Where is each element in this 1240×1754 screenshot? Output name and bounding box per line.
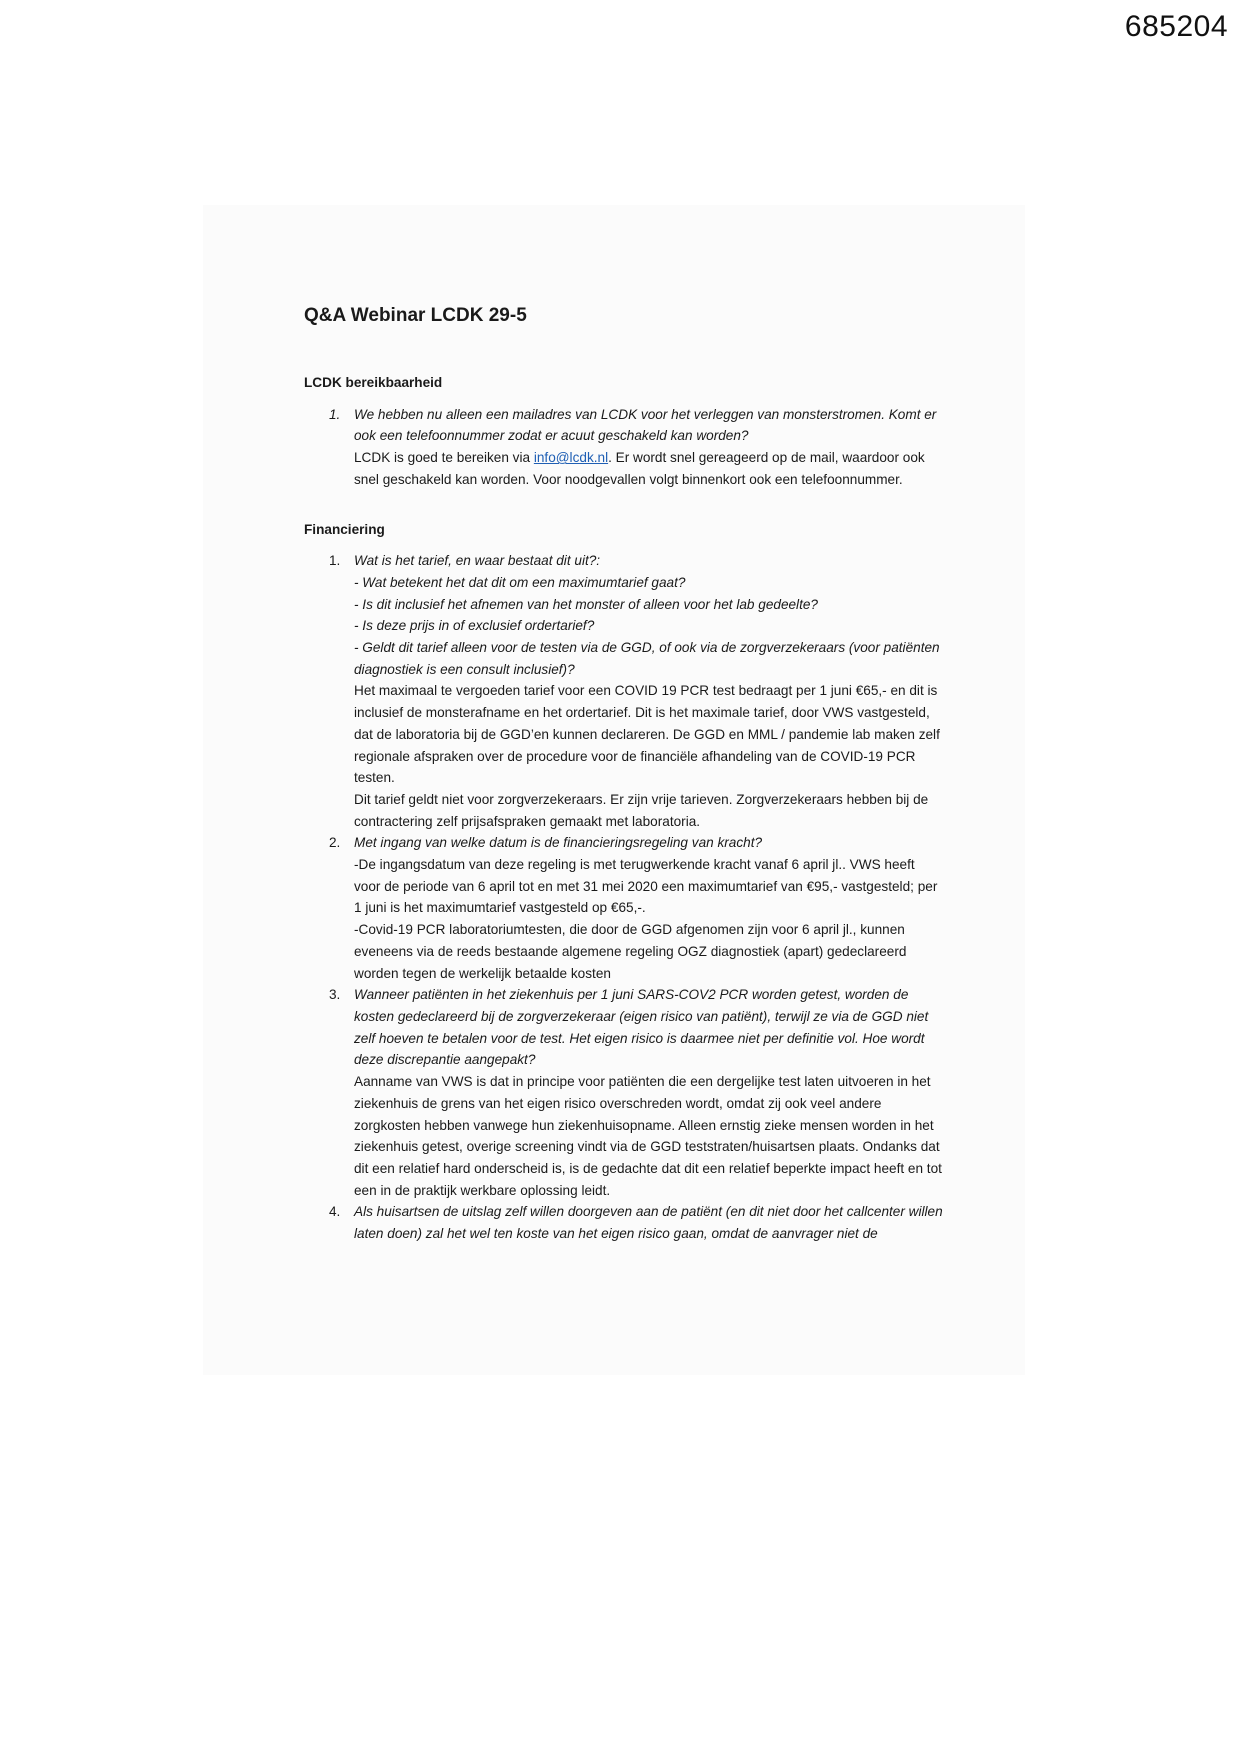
question-text: - Is deze prijs in of exclusief ordertarief? bbox=[354, 618, 595, 634]
question-text: Wanneer patiënten in het ziekenhuis per 1 juni SARS-COV2 PCR worden getest, worden de kosten gedeclareerd bij de zorgverzekeraar (eigen risico van patiënt), terwijl ze via de GGD niet zelf hoeven te betalen voor de test. Het eigen risico is daarmee niet per definitie vol. Hoe wordt deze discrepantie aangepakt? bbox=[354, 987, 929, 1068]
section-heading: Financiering bbox=[304, 521, 385, 537]
document-content bbox=[304, 300, 944, 1552]
section bbox=[304, 372, 944, 491]
answer-text: -Covid-19 PCR laboratoriumtesten, die door de GGD afgenomen zijn voor 6 april jl., kunnen eveneens via de reeds bestaande algemene regeling OGZ diagnostiek (apart) gedeclareerd worden tegen de werkelijk betaalde kosten bbox=[354, 922, 907, 981]
question-text: - Geldt dit tarief alleen voor de testen via de GGD, of ook via de zorgverzekeraars (voor patiënten diagnostiek is een consult inclusief)? bbox=[354, 640, 940, 677]
question-text: Met ingang van welke datum is de financieringsregeling van kracht? bbox=[354, 835, 763, 851]
document-body bbox=[304, 300, 944, 1552]
section bbox=[304, 519, 944, 1245]
answer-text-part: LCDK is goed te bereiken via bbox=[354, 450, 534, 466]
qa-list bbox=[304, 404, 944, 491]
qa-item bbox=[304, 550, 944, 832]
answer-text: -De ingangsdatum van deze regeling is met terugwerkende kracht vanaf 6 april jl.. VWS heeft voor de periode van 6 april tot en met 31 mei 2020 een maximumtarief van €95,- vastgesteld; per 1 juni is het maximumtarief vastgesteld op €65,-. bbox=[354, 857, 938, 916]
answer-text: Het maximaal te vergoeden tarief voor een COVID 19 PCR test bedraagt per 1 juni €65,- en dit is inclusief de monsterafname en het ordertarief. Dit is het maximale tarief, door VWS vastgesteld, dat de laboratoria bij de GGD’en kunnen declareren. De GGD en MML / pandemie lab maken zelf regionale afspraken over de procedure voor de financiële afhandeling van de COVID-19 PCR testen. bbox=[354, 683, 940, 786]
item-number: 2. bbox=[329, 835, 341, 851]
item-number: 4. bbox=[329, 1204, 341, 1220]
sections bbox=[304, 372, 944, 1245]
qa-list bbox=[304, 550, 944, 1245]
question-text: - Wat betekent het dat dit om een maximumtarief gaat? bbox=[354, 574, 686, 590]
question-text: Als huisartsen de uitslag zelf willen doorgeven aan de patiënt (en dit niet door het callcenter willen laten doen) zal het wel ten koste van het eigen risico gaan, omdat de aanvrager niet de bbox=[354, 1204, 943, 1242]
answer-text: Dit tarief geldt niet voor zorgverzekeraars. Er zijn vrije tarieven. Zorgverzekeraars hebben bij de contractering zelf prijsafspraken gemaakt met laboratoria. bbox=[354, 791, 929, 829]
question-text: Wat is het tarief, en waar bestaat dit uit?: bbox=[354, 553, 601, 569]
email-link[interactable]: info@lcdk.nl bbox=[533, 450, 609, 466]
qa-item bbox=[304, 984, 944, 1201]
page-id-number: 685204 bbox=[1124, 10, 1228, 43]
qa-item bbox=[304, 832, 944, 984]
qa-item bbox=[304, 404, 944, 491]
question-text: - Is dit inclusief het afnemen van het monster of alleen voor het lab gedeelte? bbox=[354, 596, 818, 612]
document-title: Q&A Webinar LCDK 29-5 bbox=[304, 305, 527, 326]
section-heading: LCDK bereikbaarheid bbox=[304, 375, 443, 390]
answer-text: Aanname van VWS is dat in principe voor patiënten die een dergelijke test laten uitvoeren in het ziekenhuis de grens van het eigen risico overschreden wordt, omdat zij ook veel andere zorgkosten hebben vanwege hun ziekenhuisopname. Alleen ernstig zieke mensen worden in het ziekenhuis getest, overige screening vindt via de GGD teststraten/huisartsen plaats. Ondanks dat dit een relatief hard onderscheid is, is de gedachte dat dit een relatief beperkte impact heeft en tot een in de praktijk werkbare oplossing leidt. bbox=[354, 1074, 942, 1198]
answer-text-part: . Er wordt snel gereageerd op de mail, waardoor ook snel geschakeld kan worden. Voor noodgevallen volgt binnenkort ook een telefoonnummer. bbox=[354, 450, 925, 487]
answer-text bbox=[354, 447, 944, 490]
qa-item bbox=[304, 1201, 944, 1244]
item-number: 1. bbox=[329, 406, 341, 422]
item-number: 1. bbox=[329, 553, 341, 569]
question-text: We hebben nu alleen een mailadres van LCDK voor het verleggen van monsterstromen. Komt er ook een telefoonnummer zodat er acuut geschakeld kan worden? bbox=[354, 406, 937, 444]
item-number: 3. bbox=[329, 987, 341, 1003]
